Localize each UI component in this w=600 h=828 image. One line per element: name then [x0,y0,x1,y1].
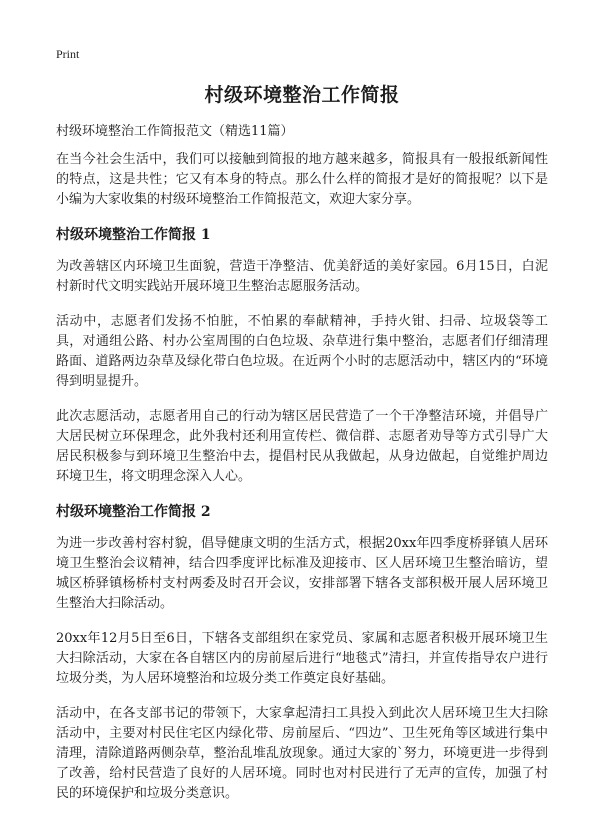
document-subtitle: 村级环境整治工作简报范文（精选11篇） [56,124,294,139]
section-heading-1: 村级环境整治工作简报 1 [56,227,211,243]
section-2-paragraph-2: 20xx年12月5日至6日，下辖各支部组织在家党员、家属和志愿者积极开展环境卫生大扫除活动，大家在各自辖区内的房前屋后进行“地毯式”清扫，并宣传指导农户进行垃圾分类，为人居环境整治和垃圾分类工作奠定良好基础。 [56,631,548,686]
section-2-paragraph-1: 为进一步改善村容村貌，倡导健康文明的生活方式，根据20xx年四季度桥驿镇人居环境卫生整治会议精神，结合四季度评比标准及迎接市、区人居环境卫生整治暗访，望城区桥驿镇杨桥村支村两委及时召开会议，安排部署下辖各支部积极开展人居环境卫生整治大扫除活动。 [56,536,548,611]
section-heading-2: 村级环境整治工作简报 2 [56,504,211,520]
section-1-paragraph-1: 为改善辖区内环境卫生面貌，营造干净整洁、优美舒适的美好家园。6月15日，白泥村新时代文明实践站开展环境卫生整治志愿服务活动。 [56,259,548,294]
document-body [56,150,548,819]
section-1-paragraph-3: 此次志愿活动，志愿者用自己的行动为辖区居民营造了一个干净整洁环境，并倡导广大居民树立环保理念，此外我村还利用宣传栏、微信群、志愿者劝导等方式引导广大居民积极参与到环境卫生整治中去，提倡村民从我做起，从身边做起，自觉维护周边环境卫生，将文明理念深入人心。 [56,409,548,484]
print-link[interactable]: Print [56,47,80,61]
section-1-paragraph-2: 活动中，志愿者们发扬不怕脏，不怕累的奉献精神，手持火钳、扫帚、垃圾袋等工具，对通组公路、村办公室周围的白色垃圾、杂草进行集中整治，志愿者们仔细清理路面、道路两边杂草及绿化带白色垃圾。在近两个小时的志愿活动中，辖区内的“环境得到明显提升。 [56,314,548,389]
document-title: 村级环境整治工作简报 [204,84,400,106]
intro-paragraph: 在当今社会生活中，我们可以接触到简报的地方越来越多，简报具有一般报纸新闻性的特点，这是共性；它又有本身的特点。那么什么样的简报才是好的简报呢？以下是小编为大家收集的村级环境整治工作简报范文，欢迎大家分享。 [56,152,548,207]
section-2-paragraph-3: 活动中，在各支部书记的带领下，大家拿起清扫工具投入到此次人居环境卫生大扫除活动中，主要对村民住宅区内绿化带、房前屋后、“四边”、卫生死角等区域进行集中清理，清除道路两侧杂草，整治乱堆乱放现象。通过大家的`努力，环境更进一步得到了改善，给村民营造了良好的人居环境。同时也对村民进行了无声的宣传，加强了村民的环境保护和垃圾分类意识。 [56,706,548,801]
